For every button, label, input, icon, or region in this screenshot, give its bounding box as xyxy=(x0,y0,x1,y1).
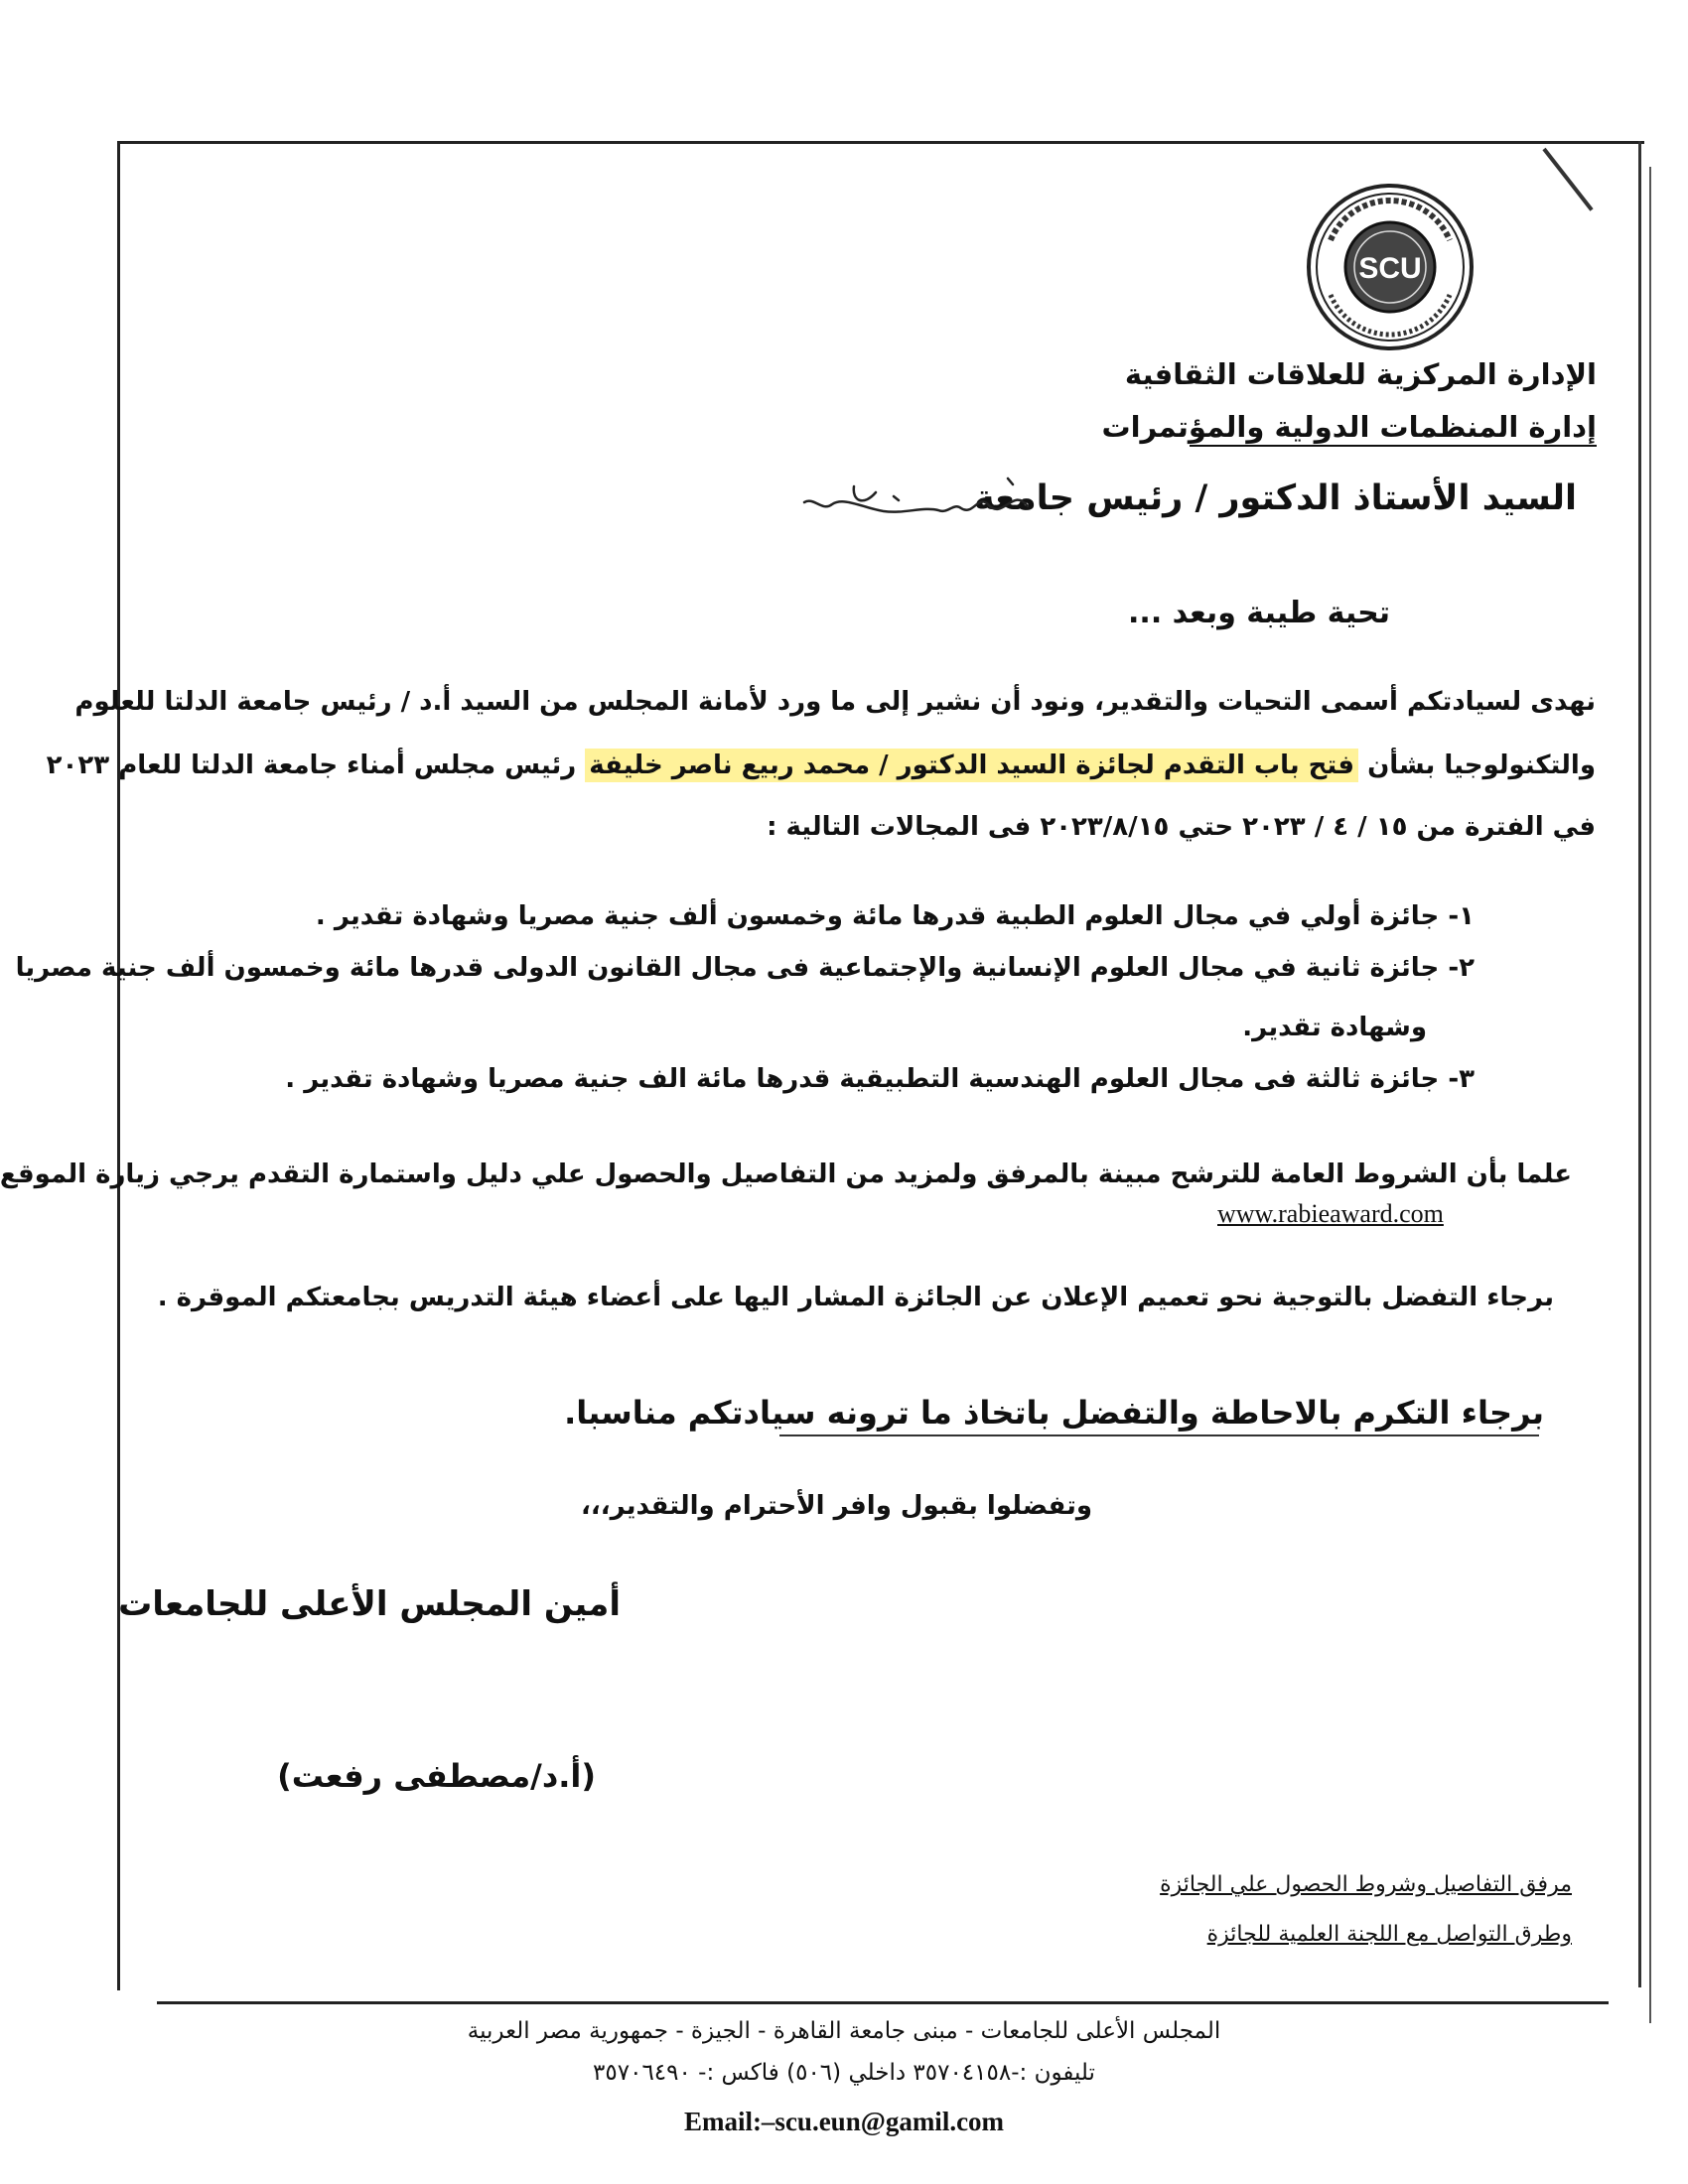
signatory-name: (أ.د/مصطفى رفعت) xyxy=(277,1757,596,1795)
award-item-2: ٢- جائزة ثانية في مجال العلوم الإنسانية والإجتماعية فى مجال القانون الدولى قدرها مائة وخمسون ألف جنية مصريا xyxy=(15,953,1475,983)
award-item-2-continued: وشهادة تقدير. xyxy=(1242,1013,1427,1042)
footer-email: Email:–scu.eun@gamil.com xyxy=(683,2107,1005,2136)
request-text: برجاء التفضل بالتوجية نحو تعميم الإعلان عن الجائزة المشار اليها على أعضاء هيئة التدريس بجامعتكم الموقرة . xyxy=(157,1283,1554,1312)
award-website-link[interactable]: www.rabieaward.com xyxy=(1217,1199,1444,1228)
sub-department-header: إدارة المنظمات الدولية والمؤتمرات xyxy=(1101,410,1597,444)
footer-divider xyxy=(157,2001,1609,2004)
award-item-1: ١- جائزة أولي في مجال العلوم الطبية قدرها مائة وخمسون ألف جنية مصريا وشهادة تقدير . xyxy=(315,901,1475,931)
scan-edge-line xyxy=(1649,167,1651,2023)
body-line-2-end: رئيس مجلس أمناء جامعة الدلتا للعام ٢٠٢٣ xyxy=(46,751,586,780)
department-header: الإدارة المركزية للعلاقات الثقافية xyxy=(1124,357,1597,391)
scu-seal-logo xyxy=(1296,181,1484,354)
attachment-note-2: وطرق التواصل مع اللجنة العلمية للجائزة xyxy=(1206,1922,1572,1947)
attachment-note-1: مرفق التفاصيل وشروط الحصول علي الجائزة xyxy=(1160,1872,1572,1897)
body-line-2 xyxy=(47,751,1596,780)
body-line-3: في الفترة من ١٥ / ٤ / ٢٠٢٣ حتي ٢٠٢٣/٨/١٥ فى المجالات التالية : xyxy=(767,812,1596,842)
note-text: علما بأن الشروط العامة للترشح مبينة بالمرفق ولمزيد من التفاصيل والحصول علي دليل واستمارة التقدم يرجي زيارة الموقع xyxy=(0,1160,1572,1189)
signatory-title: أمين المجلس الأعلى للجامعات xyxy=(118,1584,621,1624)
body-line-1: نهدى لسيادتكم أسمى التحيات والتقدير، ونود أن نشير إلى ما ورد لأمانة المجلس من السيد أ.د / رئيس جامعة الدلتا للعلوم xyxy=(74,687,1596,717)
handwritten-university-name xyxy=(784,467,1038,536)
seal-logo-text: SCU xyxy=(1358,252,1422,285)
body-line-2-start: والتكنولوجيا بشأن xyxy=(1358,751,1596,780)
award-item-3: ٣- جائزة ثالثة فى مجال العلوم الهندسية التطبيقية قدرها مائة الف جنية مصريا وشهادة تقدير . xyxy=(285,1064,1475,1094)
closing-request: برجاء التكرم بالاحاطة والتفضل باتخاذ ما ترونه سيادتكم مناسبا. xyxy=(564,1394,1544,1432)
redacted-area xyxy=(167,298,504,581)
closing-regards: وتفضلوا بقبول وافر الأحترام والتقدير،،، xyxy=(580,1491,1092,1521)
greeting: تحية طيبة وبعد ... xyxy=(1128,596,1390,630)
header-underline xyxy=(1190,445,1597,447)
closing-underline xyxy=(779,1434,1539,1436)
highlighted-award-name: فتح باب التقدم لجائزة السيد الدكتور / محمد ربيع ناصر خليفة xyxy=(585,749,1358,782)
page-border-right xyxy=(1638,141,1641,1987)
addressee-title: السيد الأستاذ الدكتور / رئيس جامعة xyxy=(974,478,1577,518)
footer-phones: تليفون :-٣٥٧٠٤١٥٨ داخلي (٥٠٦) فاكس :- ٣٥٧٠٦٤٩٠ xyxy=(593,2060,1095,2086)
footer-address: المجلس الأعلى للجامعات - مبنى جامعة القاهرة - الجيزة - جمهورية مصر العربية xyxy=(467,2018,1221,2044)
